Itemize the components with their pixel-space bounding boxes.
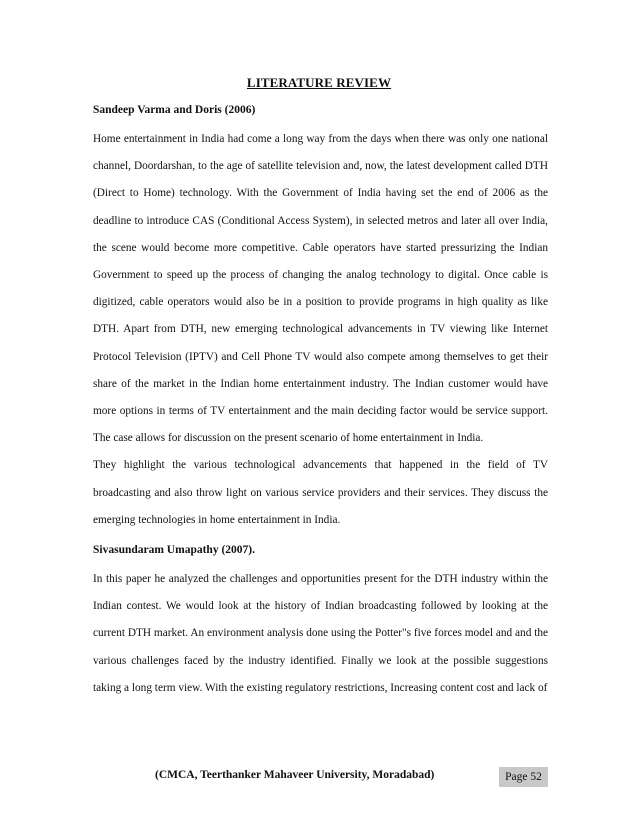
page-number: Page 52 bbox=[499, 767, 548, 787]
review-section-varma-doris bbox=[93, 100, 548, 534]
section-paragraph: They highlight the various technological advancements that happened in the field of TV broadcasting and also throw light on various service providers and their services. They discuss the emerging technologies in home entertainment in India. bbox=[93, 459, 548, 526]
page-footer bbox=[93, 767, 548, 787]
footer-institution: (CMCA, Teerthanker Mahaveer University, Moradabad) bbox=[155, 769, 435, 781]
section-heading: Sandeep Varma and Doris (2006) bbox=[93, 104, 256, 116]
review-section-umapathy bbox=[93, 540, 548, 702]
page-title: LITERATURE REVIEW bbox=[246, 75, 392, 90]
section-paragraph: Home entertainment in India had come a long way from the days when there was only one national channel, Doordarshan, to the age of satellite television and, now, the latest development called DTH (Direct to Home) technology. With the Government of India having set the end of 2006 as the deadline to introduce CAS (Conditional Access System), in selected metros and later all over India, the scene would become more competitive. Cable operators have started pressurizing the Indian Government to speed up the process of changing the analog technology to digital. Once cable is digitized, cable operators would also be in a position to provide programs in high quality as like DTH. Apart from DTH, new emerging technological advancements in TV viewing like Internet Protocol Television (IPTV) and Cell Phone TV would also compete among themselves to get their share of the market in the Indian home entertainment industry. The Indian customer would have more options in terms of TV entertainment and the main deciding factor would be service support. The case allows for discussion on the present scenario of home entertainment in India. bbox=[93, 133, 548, 445]
section-paragraph: In this paper he analyzed the challenges and opportunities present for the DTH industry within the Indian contest. We would look at the history of Indian broadcasting followed by looking at the current DTH market. An environment analysis done using the Potter"s five forces model and and the various challenges faced by the industry identified. Finally we look at the possible suggestions taking a long term view. With the existing regulatory restrictions, Increasing content cost and lack of bbox=[93, 573, 548, 694]
section-heading: Sivasundaram Umapathy (2007). bbox=[93, 544, 255, 556]
